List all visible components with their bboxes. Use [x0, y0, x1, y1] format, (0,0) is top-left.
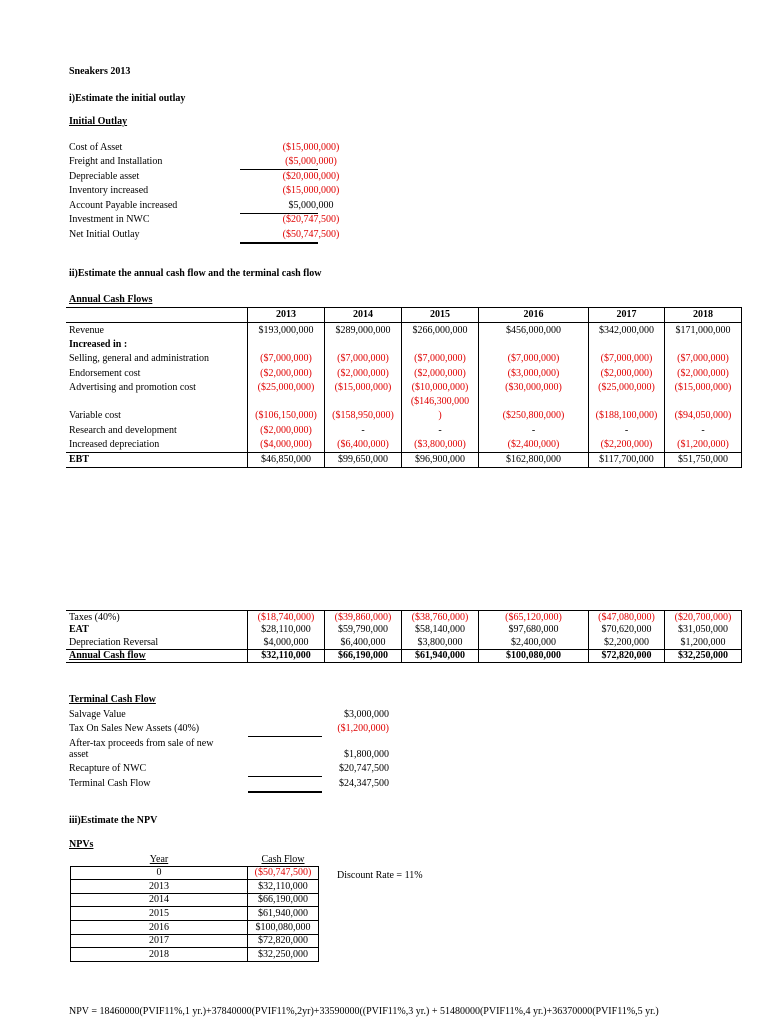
npv-cash-flow: $32,250,000: [248, 948, 319, 962]
npv-row: [71, 880, 319, 894]
cell: -: [325, 423, 402, 437]
cell: ($2,000,000): [589, 366, 665, 380]
row-label: EAT: [69, 624, 89, 636]
cell: ($25,000,000): [589, 380, 665, 394]
year-header: 2016: [479, 308, 589, 323]
io-row-inventory: [69, 185, 340, 200]
cell: $72,820,000: [589, 649, 665, 663]
table-row-depreciation: [66, 438, 742, 453]
cell: -: [589, 423, 665, 437]
cell: ($39,860,000): [325, 611, 402, 624]
cell: $59,790,000: [325, 624, 402, 637]
tcf-value: $24,347,500: [339, 778, 389, 789]
cell: $266,000,000: [402, 323, 479, 338]
initial-outlay-heading: Initial Outlay: [69, 116, 128, 127]
cell: ($47,080,000): [589, 611, 665, 624]
npv-cash-flow: $100,080,000: [248, 920, 319, 934]
tcf-value: ($1,200,000): [337, 723, 389, 734]
npv-cash-flow: $72,820,000: [248, 934, 319, 948]
cell: $28,110,000: [248, 624, 325, 637]
npv-year: 0: [71, 866, 248, 880]
row-label: Revenue: [66, 323, 248, 338]
cell: ($2,000,000): [325, 366, 402, 380]
table-row-annual-cash-flow: [66, 649, 742, 663]
annual-cash-flow-table-continued: [66, 610, 742, 663]
cell: $6,400,000: [325, 636, 402, 649]
io-label: Account Payable increased: [69, 200, 178, 211]
tcf-label: Recapture of NWC: [69, 763, 147, 774]
table-row-rnd: [66, 423, 742, 437]
cell: ($10,000,000): [402, 380, 479, 394]
cell: -: [665, 423, 742, 437]
npv-col-cash-flow: Cash Flow: [248, 853, 319, 866]
table-row-years: [66, 308, 742, 323]
npv-row: [71, 866, 319, 880]
cell: ($94,050,000): [665, 409, 742, 423]
npv-formula: NPV = 18460000(PVIF11%,1 yr.)+37840000(PVIF11%,2yr)+33590000((PVIF11%,3 yr.) + 51480000(PVIF11%,4 yr.)+36370000(PVIF11%,5 yr.): [69, 1006, 659, 1017]
cell: $4,000,000: [248, 636, 325, 649]
cell: $32,250,000: [665, 649, 742, 663]
section-npv-heading: iii)Estimate the NPV: [69, 815, 158, 826]
cell: $117,700,000: [589, 452, 665, 467]
year-header: 2015: [402, 308, 479, 323]
io-value: $5,000,000: [288, 200, 334, 211]
tcf-label: Tax On Sales New Assets (40%): [69, 723, 200, 734]
npv-year: 2013: [71, 880, 248, 894]
cell: ($2,000,000): [248, 423, 325, 437]
cell: ($3,000,000): [479, 366, 589, 380]
tcf-label: asset: [69, 749, 89, 760]
table-row-taxes: [66, 611, 742, 624]
npv-row: [71, 920, 319, 934]
io-value: ($20,000,000): [282, 171, 340, 182]
cell: ($25,000,000): [248, 380, 325, 394]
cell: $289,000,000: [325, 323, 402, 338]
cell: $456,000,000: [479, 323, 589, 338]
year-header: 2014: [325, 308, 402, 323]
cell: $46,850,000: [248, 452, 325, 467]
cell: ($38,760,000): [402, 611, 479, 624]
tcf-value: $20,747,500: [339, 763, 389, 774]
cell: ($2,400,000): [479, 438, 589, 453]
cell: $100,080,000: [479, 649, 589, 663]
cell: $193,000,000: [248, 323, 325, 338]
npv-row: [71, 907, 319, 921]
cell: ($7,000,000): [589, 352, 665, 366]
npv-row: [71, 934, 319, 948]
cell: $31,050,000: [665, 624, 742, 637]
cell: -: [479, 423, 589, 437]
npv-year: 2015: [71, 907, 248, 921]
cell: ($106,150,000): [248, 409, 325, 423]
cell: $342,000,000: [589, 323, 665, 338]
cell: $70,620,000: [589, 624, 665, 637]
cell: $58,140,000: [402, 624, 479, 637]
cell: ($7,000,000): [248, 352, 325, 366]
cell: ($18,740,000): [248, 611, 325, 624]
cell: -: [402, 423, 479, 437]
npv-cash-flow: ($50,747,500): [248, 866, 319, 880]
cell: ($1,200,000): [665, 438, 742, 453]
npv-cash-flow: $32,110,000: [248, 880, 319, 894]
annual-cash-flow-table: [66, 307, 742, 468]
cell: $97,680,000: [479, 624, 589, 637]
section-initial-outlay-heading: i)Estimate the initial outlay: [69, 93, 186, 104]
io-label: Net Initial Outlay: [69, 229, 140, 240]
npv-row: [71, 893, 319, 907]
table-row-revenue: [66, 323, 742, 338]
tcf-value: $3,000,000: [344, 709, 389, 720]
cell: ($2,000,000): [402, 366, 479, 380]
io-value: ($5,000,000): [285, 156, 337, 167]
cell: $171,000,000: [665, 323, 742, 338]
document-title: Sneakers 2013: [69, 66, 131, 77]
cell-wrap: ($146,300,000: [402, 395, 479, 409]
tcf-divider: [248, 776, 322, 777]
io-row-cost-of-asset: [69, 142, 340, 157]
npv-cash-flow: $66,190,000: [248, 893, 319, 907]
npv-year: 2016: [71, 920, 248, 934]
row-label: Increased in :: [69, 338, 128, 350]
row-label: Annual Cash flow: [66, 649, 248, 663]
table-row-sga: [66, 352, 742, 366]
io-divider: [240, 169, 318, 170]
cell: ($20,700,000): [665, 611, 742, 624]
year-header: 2013: [248, 308, 325, 323]
section-cash-flow-heading: ii)Estimate the annual cash flow and the terminal cash flow: [69, 268, 322, 279]
io-row-nwc: [69, 214, 340, 229]
cell: ($7,000,000): [402, 352, 479, 366]
tcf-total-underline: [248, 791, 322, 793]
cell: ($3,800,000): [402, 438, 479, 453]
cell: ($2,000,000): [665, 366, 742, 380]
io-value: ($20,747,500): [282, 214, 340, 225]
cell: ($65,120,000): [479, 611, 589, 624]
table-row-increased: [66, 338, 742, 352]
table-row-ebt: [66, 452, 742, 467]
cell: ($250,800,000): [479, 409, 589, 423]
cell: ($7,000,000): [479, 352, 589, 366]
cell: $1,200,000: [665, 636, 742, 649]
row-label: Taxes (40%): [66, 611, 248, 624]
npv-year: 2017: [71, 934, 248, 948]
cell: $99,650,000: [325, 452, 402, 467]
io-label: Depreciable asset: [69, 171, 140, 182]
io-label: Freight and Installation: [69, 156, 163, 167]
row-label: Increased depreciation: [69, 439, 160, 451]
cell: ($15,000,000): [325, 380, 402, 394]
cell: ($6,400,000): [325, 438, 402, 453]
cell: $2,400,000: [479, 636, 589, 649]
terminal-cash-flow-heading: Terminal Cash Flow: [69, 694, 156, 705]
year-header: 2018: [665, 308, 742, 323]
year-header: 2017: [589, 308, 665, 323]
npv-heading: NPVs: [69, 839, 94, 850]
cell: $66,190,000: [325, 649, 402, 663]
io-row-depreciable: [69, 171, 340, 186]
tcf-divider: [248, 736, 322, 737]
table-row-variable: [66, 409, 742, 423]
tcf-label: Salvage Value: [69, 709, 126, 720]
cell: ($7,000,000): [325, 352, 402, 366]
npv-table: [70, 853, 319, 962]
npv-row: [71, 948, 319, 962]
cell: $32,110,000: [248, 649, 325, 663]
table-row-advertising: [66, 380, 742, 394]
table-row-depreciation-reversal: [66, 636, 742, 649]
cell: ($7,000,000): [665, 352, 742, 366]
annual-cash-flows-heading: Annual Cash Flows: [69, 294, 153, 305]
cell: ($4,000,000): [248, 438, 325, 453]
cell: ($188,100,000): [589, 409, 665, 423]
table-row-endorsement: [66, 366, 742, 380]
npv-col-year: Year: [71, 853, 248, 866]
row-label: Endorsement cost: [69, 367, 141, 379]
cell: $2,200,000: [589, 636, 665, 649]
io-total-underline: [240, 242, 318, 244]
row-label: EBT: [66, 452, 248, 467]
cell: ($30,000,000): [479, 380, 589, 394]
npv-year: 2014: [71, 893, 248, 907]
io-label: Cost of Asset: [69, 142, 123, 153]
cell: $3,800,000: [402, 636, 479, 649]
cell: ($15,000,000): [665, 380, 742, 394]
npv-year: 2018: [71, 948, 248, 962]
io-value: ($15,000,000): [282, 142, 340, 153]
table-row-eat: [66, 624, 742, 637]
io-label: Inventory increased: [69, 185, 149, 196]
discount-rate-note: Discount Rate = 11%: [337, 870, 423, 881]
cell: $96,900,000: [402, 452, 479, 467]
npv-cash-flow: $61,940,000: [248, 907, 319, 921]
cell: ($2,200,000): [589, 438, 665, 453]
row-label: Depreciation Reversal: [69, 636, 159, 648]
io-label: Investment in NWC: [69, 214, 150, 225]
tcf-label: Terminal Cash Flow: [69, 778, 151, 789]
tcf-label: After-tax proceeds from sale of new: [69, 738, 214, 749]
cell: ($158,950,000): [325, 409, 402, 423]
cell: ($2,000,000): [248, 366, 325, 380]
tcf-value: $1,800,000: [344, 749, 389, 760]
cell: $61,940,000: [402, 649, 479, 663]
npv-header-row: [71, 853, 319, 866]
io-value: ($50,747,500): [282, 229, 340, 240]
row-label: Selling, general and administration: [69, 353, 209, 365]
row-label: Research and development: [69, 424, 177, 436]
cell: $51,750,000: [665, 452, 742, 467]
io-value: ($15,000,000): [282, 185, 340, 196]
table-row-variable-wrap: [66, 395, 742, 409]
cell: $162,800,000: [479, 452, 589, 467]
row-label: Variable cost: [69, 410, 121, 422]
row-label: Advertising and promotion cost: [69, 381, 196, 393]
cell: ): [402, 409, 479, 423]
